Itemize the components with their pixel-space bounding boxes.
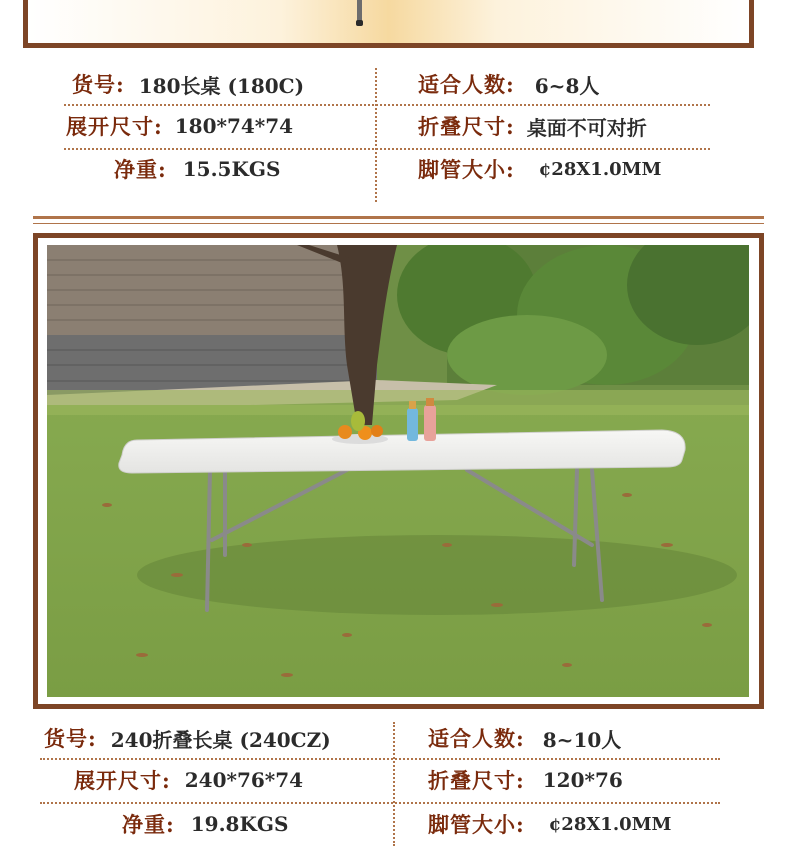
- spec-row-3: [0, 804, 790, 844]
- leg-size-value: ¢28X1.0MM: [538, 158, 662, 180]
- top-product-image-frame: [23, 0, 754, 48]
- leg-size-label: 脚管大小:: [428, 812, 525, 837]
- capacity-value: 6~8人: [534, 73, 600, 98]
- net-weight-label: 净重:: [122, 812, 175, 837]
- folded-size-label: 折叠尺寸:: [428, 768, 525, 793]
- column-separator: [393, 722, 395, 846]
- capacity-label: 适合人数:: [418, 72, 515, 97]
- spec-row-1: [0, 718, 790, 758]
- column-separator: [375, 68, 377, 202]
- item-no-value: 180长桌 (180C): [138, 73, 305, 98]
- folded-size-label: 折叠尺寸:: [418, 114, 515, 139]
- unfolded-size-value: 180*74*74: [174, 114, 294, 138]
- section-divider: [33, 216, 764, 219]
- row-separator: [64, 104, 710, 106]
- folded-size-value: 120*76: [542, 768, 623, 792]
- section-divider-thin: [33, 223, 764, 224]
- leg-size-label: 脚管大小:: [418, 157, 515, 182]
- net-weight-value: 19.8KGS: [190, 812, 289, 836]
- folded-size-value: 桌面不可对折: [526, 115, 647, 140]
- row-separator: [64, 148, 710, 150]
- capacity-label: 适合人数:: [428, 726, 525, 751]
- unfolded-size-label: 展开尺寸:: [74, 768, 171, 793]
- spec-row-3: [0, 149, 790, 189]
- spec-row-2: [0, 106, 790, 146]
- item-no-label: 货号:: [72, 72, 125, 97]
- row-separator: [40, 802, 720, 804]
- net-weight-label: 净重:: [114, 157, 167, 182]
- item-no-value: 240折叠长桌 (240CZ): [110, 727, 331, 752]
- product-photo: [47, 245, 749, 697]
- table-leg-image: [355, 0, 364, 26]
- unfolded-size-label: 展开尺寸:: [66, 114, 163, 139]
- net-weight-value: 15.5KGS: [182, 157, 281, 181]
- capacity-value: 8~10人: [542, 727, 622, 752]
- spec-row-1: [0, 64, 790, 104]
- item-no-label: 货号:: [44, 726, 97, 751]
- leg-size-value: ¢28X1.0MM: [548, 813, 672, 835]
- unfolded-size-value: 240*76*74: [184, 768, 304, 792]
- row-separator: [40, 758, 720, 760]
- spec-row-2: [0, 760, 790, 800]
